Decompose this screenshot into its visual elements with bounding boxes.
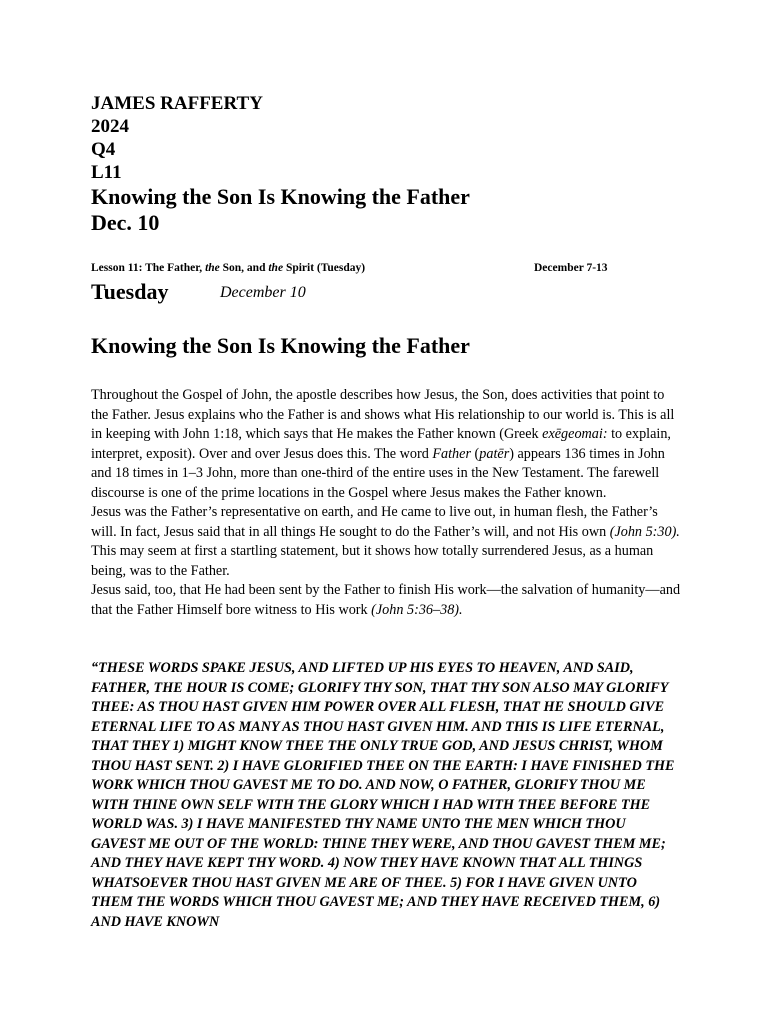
paragraph-1 xyxy=(91,386,681,503)
paragraph-2-text-b: This may seem at first a startling statement, but it shows how totally surrendered Jesus, as a human being, was to the Father. xyxy=(91,543,654,579)
scripture-reference: (John 5:36–38). xyxy=(371,601,463,618)
paragraph-2 xyxy=(91,503,681,581)
greek-term-exegeomai: exēgeomai: xyxy=(542,426,608,442)
day-name: Tuesday xyxy=(91,279,169,304)
day-date: December 10 xyxy=(220,284,306,301)
document-header xyxy=(91,92,681,236)
lesson-line xyxy=(91,262,681,274)
lesson-number: L11 xyxy=(91,162,122,183)
lesson-line-the-2: the xyxy=(268,262,284,274)
section-title: Knowing the Son Is Knowing the Father xyxy=(91,333,470,358)
lesson-line-the-1: the xyxy=(205,262,220,274)
author-name: JAMES RAFFERTY xyxy=(91,93,263,114)
day-heading xyxy=(91,279,306,305)
paragraph-3-text-a: Jesus said, too, that He had been sent by the Father to finish His work—the salvation of humanity—and that the Father Himself bore witness to His work xyxy=(91,582,681,618)
paragraph-2-text-a: Jesus was the Father’s representative on earth, and He came to live out, in human flesh, the Father’s will. In fact, Jesus said that in all things He sought to do the Father’s will, and not His own xyxy=(91,504,658,540)
paragraph-1-text-b: to explain, interpret, exposit). Over and over Jesus does this. The word xyxy=(91,426,671,462)
document-date: Dec. 10 xyxy=(91,210,160,235)
paragraph-1-text-c: ( xyxy=(470,445,480,462)
lesson-line-prefix: Lesson 11: The Father, xyxy=(91,262,206,274)
paragraph-3 xyxy=(91,581,681,620)
lesson-date-range: December 7-13 xyxy=(534,262,608,274)
scripture-quote xyxy=(91,659,681,932)
year: 2024 xyxy=(91,116,129,137)
body-text xyxy=(91,386,681,620)
term-father: Father xyxy=(432,445,471,462)
lesson-line-middle: Son, and xyxy=(219,262,269,274)
quarter: Q4 xyxy=(91,139,116,160)
lesson-line-suffix: Spirit (Tuesday) xyxy=(283,262,366,274)
scripture-quote-text: “THESE WORDS SPAKE JESUS, AND LIFTED UP HIS EYES TO HEAVEN, AND SAID, FATHER, THE HOUR IS COME; GLORIFY THY SON, THAT THY SON ALSO MAY GLORIFY THEE: AS THOU HAST GIVEN HIM POWER OVER ALL FLESH, THAT HE SHOULD GIVE ETERNAL LIFE TO AS MANY AS THOU HAST GIVEN HIM. AND THIS IS LIFE ETERNAL, THAT THEY 1) MIGHT KNOW THEE THE ONLY TRUE GOD, AND JESUS CHRIST, WHOM THOU HAST SENT. 2) I HAVE GLORIFIED THEE ON THE EARTH: I HAVE FINISHED THE WORK WHICH THOU GAVEST ME TO DO. AND NOW, O FATHER, GLORIFY THOU ME WITH THINE OWN SELF WITH THE GLORY WHICH I HAD WITH THEE BEFORE THE WORLD WAS. 3) I HAVE MANIFESTED THY NAME UNTO THE MEN WHICH THOU GAVEST ME OUT OF THE WORLD: THINE THEY WERE, AND THOU GAVEST THEM ME; AND THEY HAVE KEPT THY WORD. 4) NOW THEY HAVE KNOWN THAT ALL THINGS WHATSOEVER THOU HAST GIVEN ME ARE OF THEE. 5) FOR I HAVE GIVEN UNTO THEM THE WORDS WHICH THOU GAVEST ME; AND THEY HAVE RECEIVED THEM, 6) AND HAVE KNOWN xyxy=(91,660,675,930)
paragraph-1-text-a: Throughout the Gospel of John, the apostle describes how Jesus, the Son, does activities that point to the Father. Jesus explains who the Father is and shows what His relationship to our world is. This is all in keeping with John 1:18, which says that He makes the Father known (Greek xyxy=(91,387,675,442)
paragraph-1-text-d: ) appears 136 times in John and 18 times in 1–3 John, more than one-third of the entire uses in the New Testament. The farewell discourse is one of the prime locations in the Gospel where Jesus makes the Father known. xyxy=(91,445,665,501)
document-title: Knowing the Son Is Knowing the Father xyxy=(91,184,470,209)
greek-term-pater: patēr xyxy=(479,445,510,462)
scripture-reference: (John 5:30). xyxy=(609,523,680,540)
